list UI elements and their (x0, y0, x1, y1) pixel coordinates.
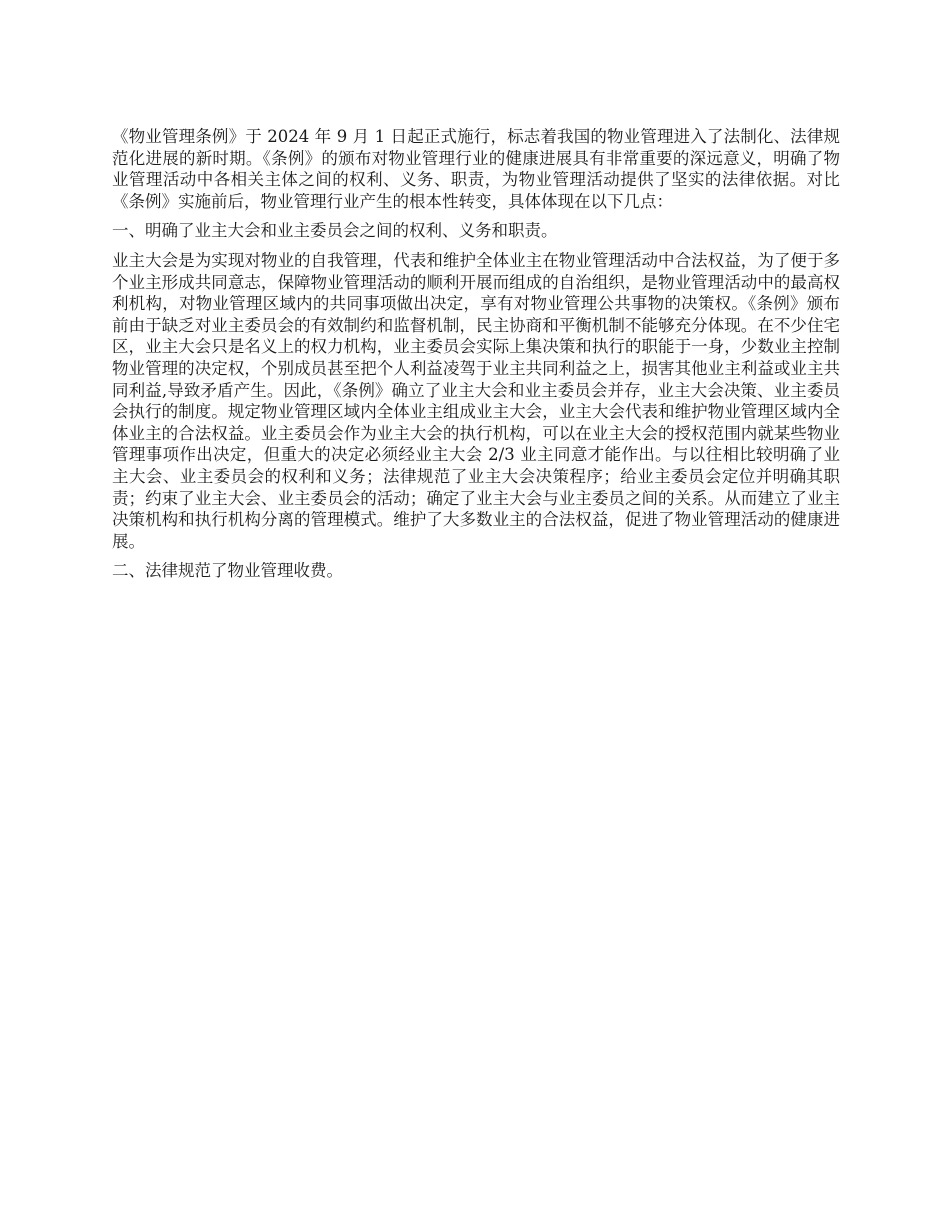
document-body (112, 126, 840, 590)
section-1-paragraph: 业主大会是为实现对物业的自我管理，代表和维护全体业主在物业管理活动中合法权益，为了便于多个业主形成共同意志，保障物业管理活动的顺利开展而组成的自治组织，是物业管理活动中的最高权利机构，对物业管理区域内的共同事项做出决定，享有对物业管理公共事物的决策权。《条例》颁布前由于缺乏对业主委员会的有效制约和监督机制，民主协商和平衡机制不能够充分体现。在不少住宅区，业主大会只是名义上的权力机构，业主委员会实际上集决策和执行的职能于一身，少数业主控制物业管理的决定权，个别成员甚至把个人利益凌驾于业主共同利益之上，损害其他业主利益或业主共同利益,导致矛盾产生。因此，《条例》确立了业主大会和业主委员会并存，业主大会决策、业主委员会执行的制度。规定物业管理区域内全体业主组成业主大会，业主大会代表和维护物业管理区域内全体业主的合法权益。业主委员会作为业主大会的执行机构，可以在业主大会的授权范围内就某些物业管理事项作出决定，但重大的决定必须经业主大会 2/3 业主同意才能作出。与以往相比较明确了业主大会、业主委员会的权利和义务；法律规范了业主大会决策程序；给业主委员会定位并明确其职责；约束了业主大会、业主委员会的活动；确定了业主大会与业主委员之间的关系。从而建立了业主决策机构和执行机构分离的管理模式。维护了大多数业主的合法权益，促进了物业管理活动的健康进展。 (112, 250, 840, 551)
section-heading-1: 一、明确了业主大会和业主委员会之间的权利、义务和职责。 (112, 221, 558, 241)
section-heading-2: 二、法律规范了物业管理收费。 (112, 561, 343, 581)
intro-paragraph: 《物业管理条例》于 2024 年 9 月 1 日起正式施行，标志着我国的物业管理进入了法制化、法律规范化进展的新时期。《条例》的颁布对物业管理行业的健康进展具有非常重要的深远意义，明确了物业管理活动中各相关主体之间的权利、义务、职责，为物业管理活动提供了坚实的法律依据。对比《条例》实施前后，物业管理行业产生的根本性转变，具体体现在以下几点： (112, 127, 840, 211)
